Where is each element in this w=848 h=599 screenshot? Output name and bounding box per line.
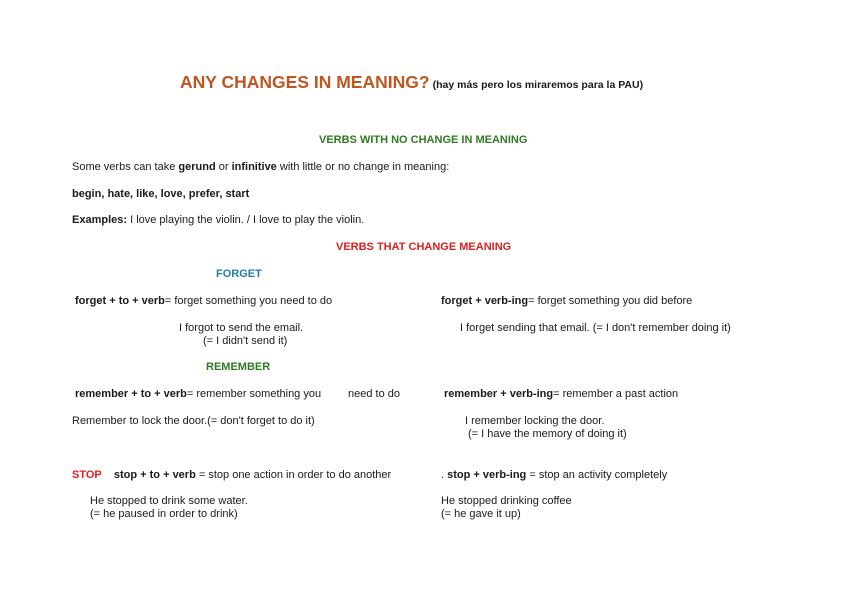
stop-rule-right: [441, 469, 667, 482]
forget-rule-left-text: = forget something you need to do: [164, 295, 333, 307]
remember-rule-left-text: = remember something you: [186, 388, 322, 400]
remember-example-left: Remember to lock the door.(= don't forget to do it): [72, 415, 315, 427]
forget-rule-right-text: = forget something you did before: [528, 295, 693, 307]
stop-rule-left: [72, 469, 391, 482]
stop-example-left-1: He stopped to drink some water.: [90, 495, 248, 507]
heading-change: VERBS THAT CHANGE MEANING: [336, 241, 512, 253]
examples-label: Examples:: [72, 214, 128, 226]
forget-example-right: I forget sending that email. (= I don't remember doing it): [460, 322, 731, 334]
remember-rule-left-bold: remember + to + verb: [75, 388, 187, 400]
intro-post: with little or no change in meaning:: [276, 161, 450, 173]
stop-rule-left-bold: stop + to + verb: [113, 469, 196, 481]
forget-example-left-2: (= I didn't send it): [203, 335, 288, 347]
verb-list: [72, 188, 249, 201]
heading-no-change: VERBS WITH NO CHANGE IN MEANING: [319, 134, 528, 146]
forget-heading: FORGET: [216, 268, 262, 280]
remember-example-right-2: (= I have the memory of doing it): [468, 428, 627, 440]
stop-example-right-2: (= he gave it up): [441, 508, 521, 520]
intro-pre: Some verbs can take: [72, 161, 179, 173]
remember-rule-left-tail: need to do: [348, 388, 400, 400]
stop-rule-right-prefix: .: [441, 469, 448, 481]
examples-text: I love playing the violin. / I love to play the violin.: [127, 214, 365, 226]
remember-example-right-1: I remember locking the door.: [465, 415, 605, 427]
remember-heading: REMEMBER: [206, 361, 271, 373]
remember-rule-left: [75, 388, 321, 401]
intro-infinitive: infinitive: [231, 161, 277, 173]
stop-heading: STOP: [72, 469, 102, 481]
forget-rule-right: [441, 295, 692, 308]
forget-example-left-1: I forgot to send the email.: [179, 322, 304, 334]
stop-rule-right-bold: stop + verb-ing: [447, 469, 527, 481]
forget-rule-left-bold: forget + to + verb: [75, 295, 165, 307]
verb-list-text: begin, hate, like, love, prefer, start: [72, 188, 250, 200]
intro-gerund: gerund: [178, 161, 216, 173]
intro-or: or: [215, 161, 232, 173]
forget-rule-right-bold: forget + verb-ing: [441, 295, 529, 307]
stop-example-right-1: He stopped drinking coffee: [441, 495, 572, 507]
stop-rule-left-text: = stop one action in order to do another: [195, 469, 392, 481]
page-title-line: [180, 72, 643, 92]
stop-rule-right-text: = stop an activity completely: [526, 469, 668, 481]
page-subtitle: (hay más pero los miraremos para la PAU): [432, 79, 644, 91]
forget-rule-left: [75, 295, 332, 308]
stop-example-left-2: (= he paused in order to drink): [90, 508, 238, 520]
page-title: ANY CHANGES IN MEANING?: [180, 72, 430, 92]
examples-line: [72, 214, 364, 227]
remember-rule-right-text: = remember a past action: [553, 388, 679, 400]
intro-text: [72, 161, 449, 174]
remember-rule-right: [444, 388, 678, 401]
remember-rule-right-bold: remember + verb-ing: [444, 388, 554, 400]
